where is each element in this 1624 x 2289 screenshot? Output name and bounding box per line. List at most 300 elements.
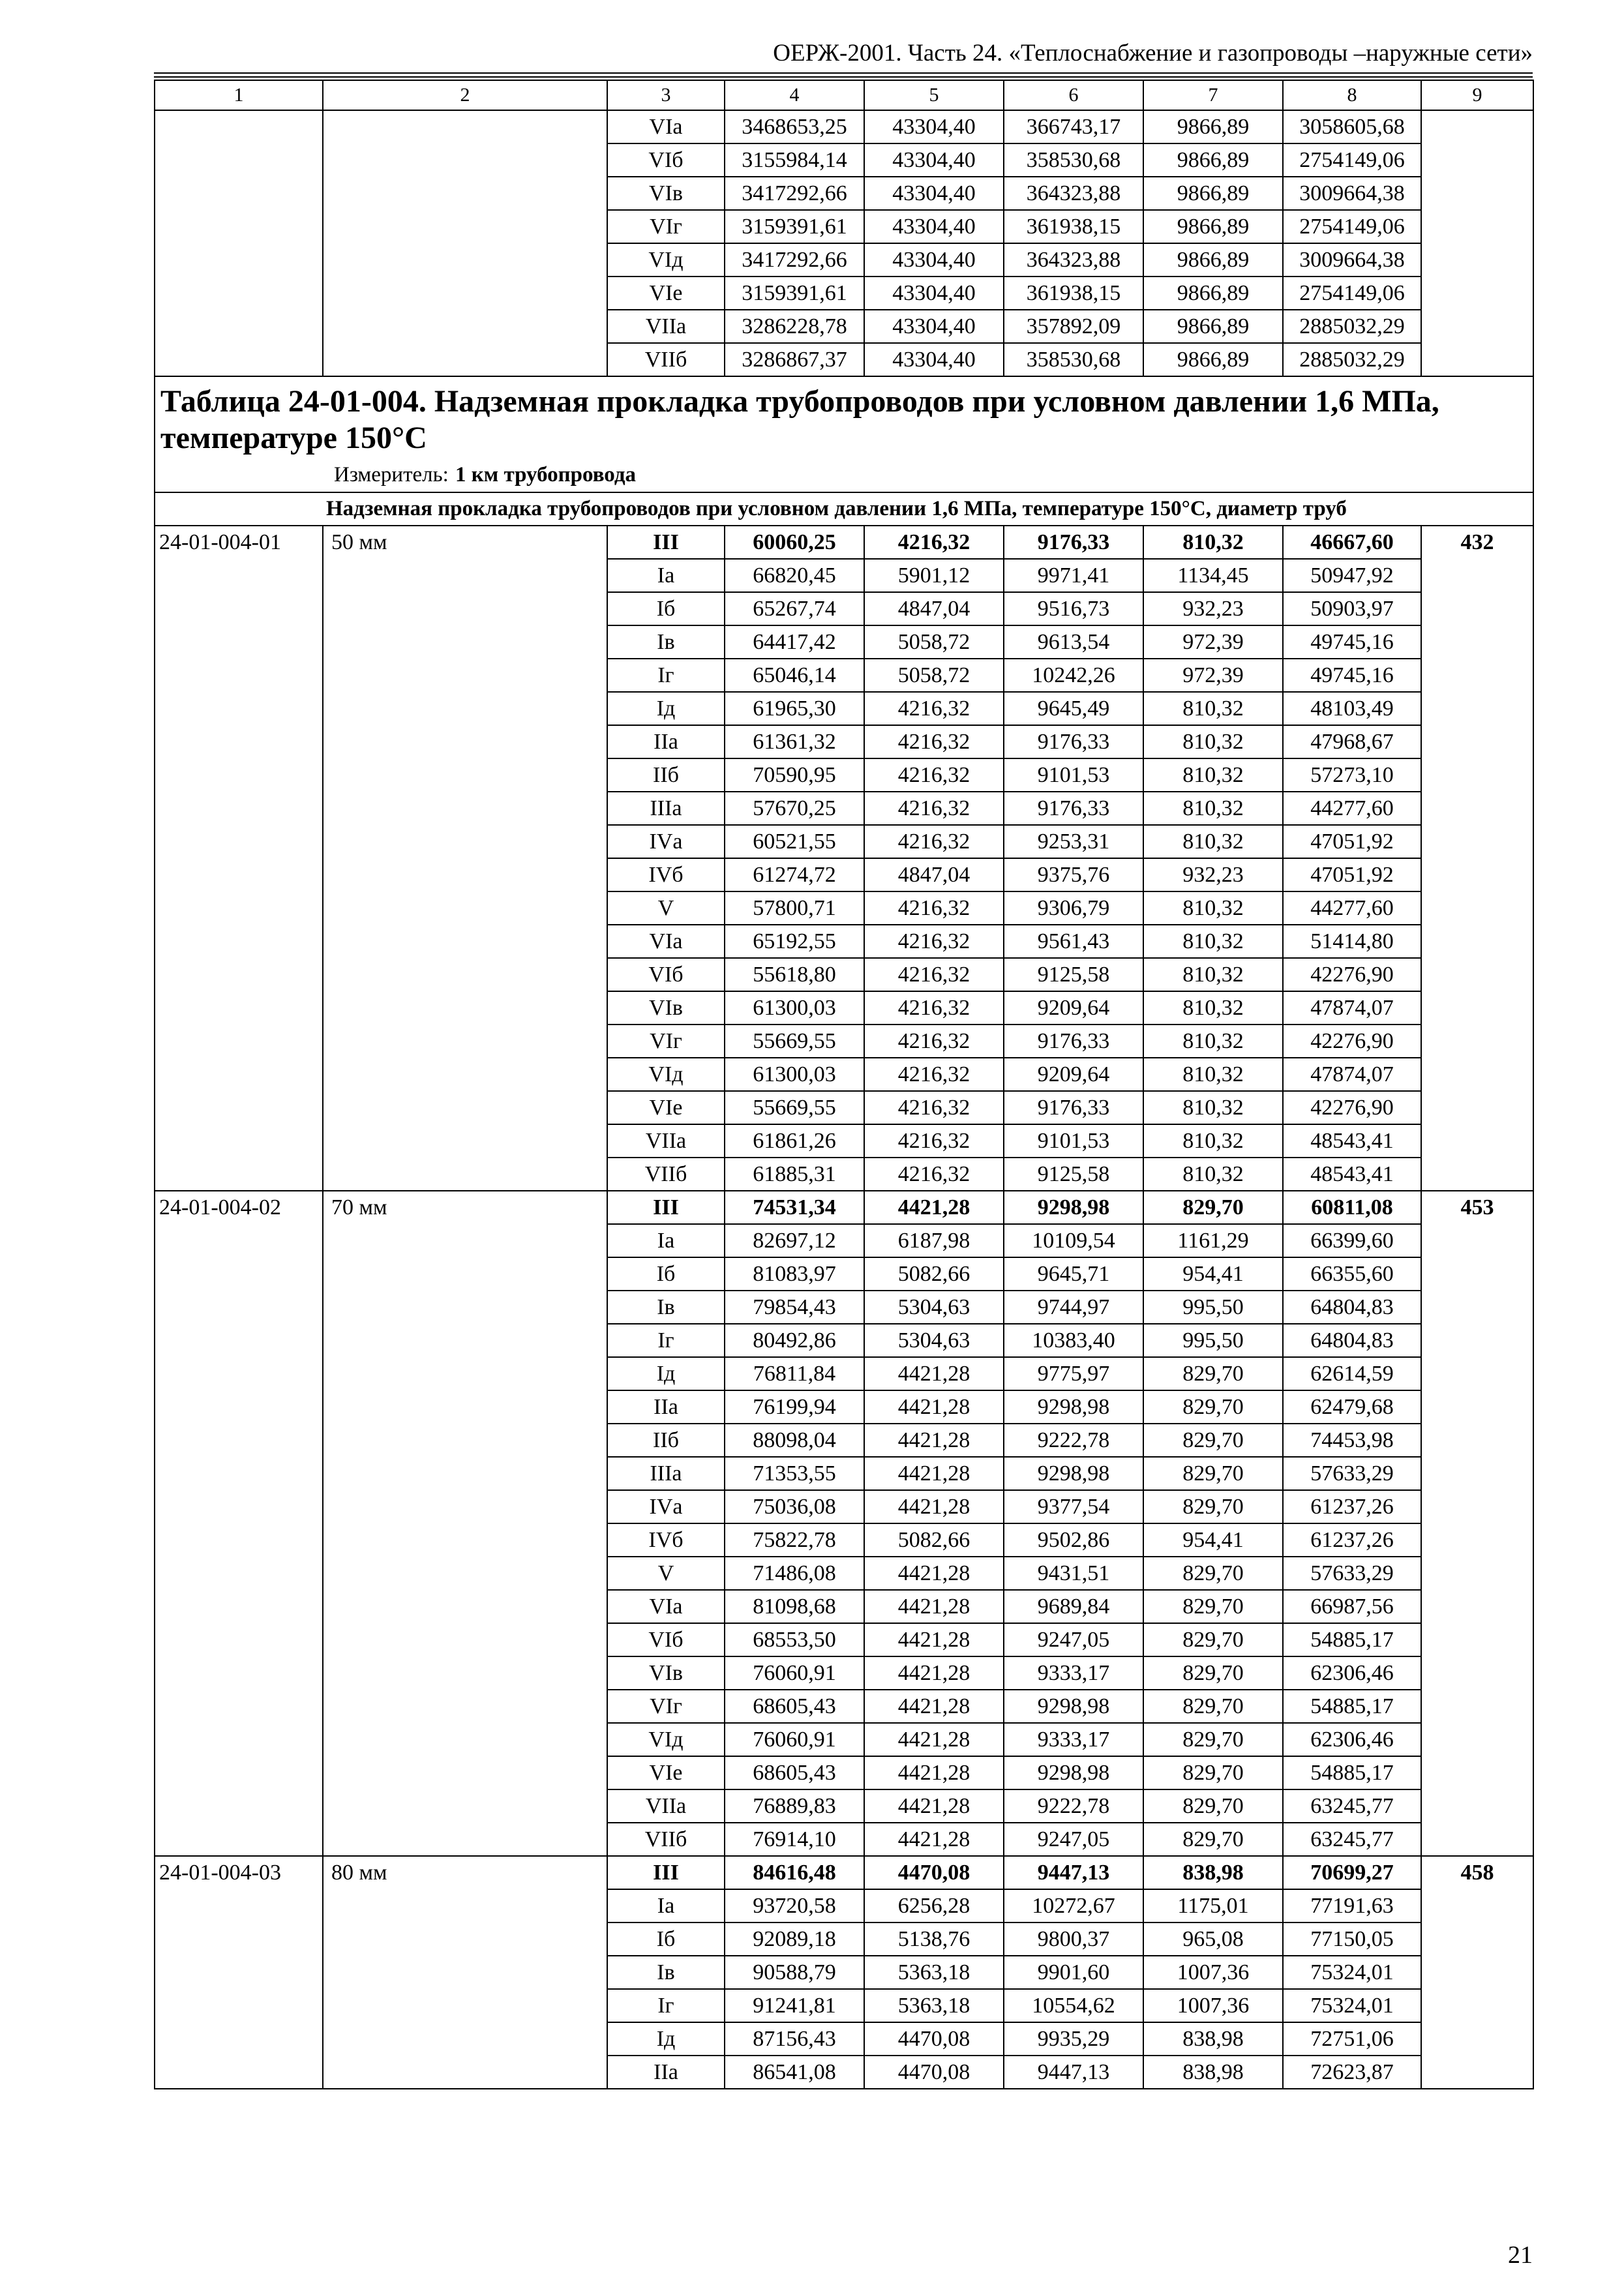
direct-costs: 68605,43 (725, 1690, 864, 1723)
region-code: IVб (607, 858, 725, 891)
direct-costs: 65192,55 (725, 925, 864, 958)
direct-costs: 71486,08 (725, 1557, 864, 1590)
table-subtitle: Надземная прокладка трубопроводов при условном давлении 1,6 МПа, температуре 150°С, диаметр труб (155, 492, 1533, 526)
materials-cost: 72623,87 (1283, 2056, 1421, 2089)
region-code: III (607, 1191, 725, 1224)
direct-costs: 90588,79 (725, 1956, 864, 1989)
machine-cost: 9306,79 (1004, 891, 1143, 925)
labor-cost: 43304,40 (864, 343, 1004, 376)
labor-cost: 4421,28 (864, 1623, 1004, 1656)
region-code: IIа (607, 1390, 725, 1424)
region-code: Iг (607, 1989, 725, 2022)
region-code: VIв (607, 177, 725, 210)
machine-cost: 9689,84 (1004, 1590, 1143, 1623)
column-number: 9 (1421, 80, 1533, 110)
direct-costs: 74531,34 (725, 1191, 864, 1224)
table-row (155, 110, 1533, 143)
labor-cost: 4216,32 (864, 1058, 1004, 1091)
direct-costs: 86541,08 (725, 2056, 864, 2089)
materials-cost: 72751,06 (1283, 2022, 1421, 2056)
machine-cost: 9377,54 (1004, 1490, 1143, 1523)
direct-costs: 79854,43 (725, 1291, 864, 1324)
machine-cost: 9176,33 (1004, 1025, 1143, 1058)
region-code: VIг (607, 1025, 725, 1058)
operators-wage: 1175,01 (1143, 1889, 1283, 1922)
materials-cost: 50947,92 (1283, 559, 1421, 592)
labor-cost: 4470,08 (864, 1856, 1004, 1889)
materials-cost: 51414,80 (1283, 925, 1421, 958)
machine-cost: 9176,33 (1004, 792, 1143, 825)
materials-cost: 57633,29 (1283, 1557, 1421, 1590)
column-number: 8 (1283, 80, 1421, 110)
region-code: VIд (607, 1058, 725, 1091)
column-number: 6 (1004, 80, 1143, 110)
materials-cost: 48543,41 (1283, 1124, 1421, 1158)
labor-cost: 5138,76 (864, 1922, 1004, 1956)
materials-cost: 46667,60 (1283, 526, 1421, 559)
direct-costs: 60521,55 (725, 825, 864, 858)
operators-wage: 810,32 (1143, 925, 1283, 958)
operators-wage: 810,32 (1143, 891, 1283, 925)
direct-costs: 61861,26 (725, 1124, 864, 1158)
direct-costs: 61274,72 (725, 858, 864, 891)
meter-label: Измеритель: (334, 463, 449, 486)
region-code: VIIа (607, 1789, 725, 1823)
labor-cost: 4847,04 (864, 858, 1004, 891)
materials-cost: 2754149,06 (1283, 210, 1421, 243)
materials-cost: 60811,08 (1283, 1191, 1421, 1224)
labor-cost: 5082,66 (864, 1257, 1004, 1291)
materials-cost: 77150,05 (1283, 1922, 1421, 1956)
operators-wage: 810,32 (1143, 1124, 1283, 1158)
labor-cost: 43304,40 (864, 143, 1004, 177)
labor-cost: 4421,28 (864, 1357, 1004, 1390)
labor-cost: 4421,28 (864, 1490, 1004, 1523)
labor-cost: 4421,28 (864, 1723, 1004, 1756)
direct-costs: 76060,91 (725, 1723, 864, 1756)
region-code: VIа (607, 1590, 725, 1623)
direct-costs: 3286228,78 (725, 310, 864, 343)
labor-cost: 4216,32 (864, 925, 1004, 958)
labor-cost: 5901,12 (864, 559, 1004, 592)
region-code: Iв (607, 625, 725, 659)
machine-cost: 9101,53 (1004, 758, 1143, 792)
region-code: Iб (607, 1922, 725, 1956)
operators-wage: 1007,36 (1143, 1956, 1283, 1989)
materials-cost: 61237,26 (1283, 1523, 1421, 1557)
operators-wage: 932,23 (1143, 858, 1283, 891)
direct-costs: 70590,95 (725, 758, 864, 792)
direct-costs: 3155984,14 (725, 143, 864, 177)
region-code: Iб (607, 1257, 725, 1291)
machine-cost: 9209,64 (1004, 991, 1143, 1025)
machine-cost: 358530,68 (1004, 343, 1143, 376)
meter-value: 1 км трубопровода (455, 463, 637, 486)
materials-cost: 47968,67 (1283, 725, 1421, 758)
region-code: Iв (607, 1956, 725, 1989)
operators-wage: 829,70 (1143, 1723, 1283, 1756)
materials-cost: 49745,16 (1283, 659, 1421, 692)
machine-cost: 9247,05 (1004, 1823, 1143, 1856)
machine-cost: 9253,31 (1004, 825, 1143, 858)
materials-cost: 66399,60 (1283, 1224, 1421, 1257)
labor-cost: 4421,28 (864, 1457, 1004, 1490)
region-code: VIб (607, 958, 725, 991)
diameter-cell: 50 мм (323, 526, 607, 1191)
machine-cost: 10242,26 (1004, 659, 1143, 692)
machine-cost: 10383,40 (1004, 1324, 1143, 1357)
region-code: Iг (607, 659, 725, 692)
region-code: VIа (607, 110, 725, 143)
materials-cost: 42276,90 (1283, 1091, 1421, 1124)
machine-cost: 9222,78 (1004, 1789, 1143, 1823)
labor-cost: 43304,40 (864, 310, 1004, 343)
region-code: IVа (607, 825, 725, 858)
materials-cost: 48103,49 (1283, 692, 1421, 725)
region-code: Iд (607, 2022, 725, 2056)
direct-costs: 76199,94 (725, 1390, 864, 1424)
direct-costs: 81098,68 (725, 1590, 864, 1623)
machine-cost: 361938,15 (1004, 277, 1143, 310)
machine-cost: 9298,98 (1004, 1756, 1143, 1789)
labor-cost: 4216,32 (864, 1124, 1004, 1158)
materials-cost: 54885,17 (1283, 1690, 1421, 1723)
direct-costs: 61300,03 (725, 991, 864, 1025)
labor-cost: 5304,63 (864, 1291, 1004, 1324)
labor-cost: 5304,63 (864, 1324, 1004, 1357)
direct-costs: 76889,83 (725, 1789, 864, 1823)
machine-cost: 9176,33 (1004, 1091, 1143, 1124)
materials-cost: 54885,17 (1283, 1756, 1421, 1789)
materials-cost: 62306,46 (1283, 1723, 1421, 1756)
direct-costs: 3159391,61 (725, 210, 864, 243)
table-row (155, 1191, 1533, 1224)
direct-costs: 60060,25 (725, 526, 864, 559)
labor-cost: 4216,32 (864, 1091, 1004, 1124)
table-title-cell (155, 376, 1533, 492)
labor-cost: 4216,32 (864, 891, 1004, 925)
machine-cost: 9125,58 (1004, 1158, 1143, 1191)
materials-cost: 49745,16 (1283, 625, 1421, 659)
materials-cost: 50903,97 (1283, 592, 1421, 625)
direct-costs: 82697,12 (725, 1224, 864, 1257)
machine-cost: 9125,58 (1004, 958, 1143, 991)
labor-cost: 5363,18 (864, 1989, 1004, 2022)
materials-cost: 47874,07 (1283, 991, 1421, 1025)
materials-cost: 2885032,29 (1283, 343, 1421, 376)
materials-cost: 47051,92 (1283, 858, 1421, 891)
direct-costs: 64417,42 (725, 625, 864, 659)
machine-cost: 9431,51 (1004, 1557, 1143, 1590)
machine-cost: 9298,98 (1004, 1690, 1143, 1723)
machine-cost: 9935,29 (1004, 2022, 1143, 2056)
column-number: 3 (607, 80, 725, 110)
machine-cost: 9333,17 (1004, 1723, 1143, 1756)
machine-cost: 9971,41 (1004, 559, 1143, 592)
region-code: VIIб (607, 343, 725, 376)
operators-wage: 829,70 (1143, 1424, 1283, 1457)
machine-cost: 9101,53 (1004, 1124, 1143, 1158)
materials-cost: 54885,17 (1283, 1623, 1421, 1656)
diameter-cell: 80 мм (323, 1856, 607, 2089)
region-code: VIIб (607, 1823, 725, 1856)
materials-cost: 2754149,06 (1283, 143, 1421, 177)
operators-wage: 9866,89 (1143, 143, 1283, 177)
machine-cost: 361938,15 (1004, 210, 1143, 243)
materials-cost: 75324,01 (1283, 1989, 1421, 2022)
materials-cost: 70699,27 (1283, 1856, 1421, 1889)
materials-cost: 77191,63 (1283, 1889, 1421, 1922)
operators-wage: 810,32 (1143, 792, 1283, 825)
diameter-cell: 70 мм (323, 1191, 607, 1856)
operators-wage: 995,50 (1143, 1324, 1283, 1357)
price-cell: 453 (1421, 1191, 1533, 1856)
table-row (155, 1856, 1533, 1889)
direct-costs: 92089,18 (725, 1922, 864, 1956)
region-code: Iа (607, 1889, 725, 1922)
labor-cost: 6187,98 (864, 1224, 1004, 1257)
region-code: VIIа (607, 1124, 725, 1158)
operators-wage: 1161,29 (1143, 1224, 1283, 1257)
column-number-row (155, 80, 1533, 110)
region-code: V (607, 1557, 725, 1590)
direct-costs: 75036,08 (725, 1490, 864, 1523)
machine-cost: 9447,13 (1004, 2056, 1143, 2089)
labor-cost: 4216,32 (864, 991, 1004, 1025)
materials-cost: 74453,98 (1283, 1424, 1421, 1457)
direct-costs: 3286867,37 (725, 343, 864, 376)
direct-costs: 55669,55 (725, 1025, 864, 1058)
operators-wage: 829,70 (1143, 1789, 1283, 1823)
operators-wage: 829,70 (1143, 1756, 1283, 1789)
operators-wage: 810,32 (1143, 1091, 1283, 1124)
region-code: VIд (607, 243, 725, 277)
labor-cost: 4216,32 (864, 526, 1004, 559)
region-code: Iг (607, 1324, 725, 1357)
region-code: IIб (607, 1424, 725, 1457)
region-code: Iд (607, 1357, 725, 1390)
direct-costs: 55669,55 (725, 1091, 864, 1124)
materials-cost: 62479,68 (1283, 1390, 1421, 1424)
machine-cost: 366743,17 (1004, 110, 1143, 143)
direct-costs: 88098,04 (725, 1424, 864, 1457)
labor-cost: 6256,28 (864, 1889, 1004, 1922)
region-code: IIIа (607, 1457, 725, 1490)
labor-cost: 4421,28 (864, 1390, 1004, 1424)
operators-wage: 829,70 (1143, 1823, 1283, 1856)
labor-cost: 4216,32 (864, 725, 1004, 758)
machine-cost: 358530,68 (1004, 143, 1143, 177)
machine-cost: 9209,64 (1004, 1058, 1143, 1091)
operators-wage: 810,32 (1143, 1058, 1283, 1091)
machine-cost: 9502,86 (1004, 1523, 1143, 1557)
region-code: VIг (607, 1690, 725, 1723)
direct-costs: 57670,25 (725, 792, 864, 825)
region-code: VIе (607, 1756, 725, 1789)
machine-cost: 9744,97 (1004, 1291, 1143, 1324)
operators-wage: 829,70 (1143, 1357, 1283, 1390)
machine-cost: 357892,09 (1004, 310, 1143, 343)
direct-costs: 61885,31 (725, 1158, 864, 1191)
direct-costs: 3417292,66 (725, 177, 864, 210)
operators-wage: 829,70 (1143, 1690, 1283, 1723)
machine-cost: 9775,97 (1004, 1357, 1143, 1390)
operators-wage: 9866,89 (1143, 243, 1283, 277)
region-code: Iд (607, 692, 725, 725)
labor-cost: 4216,32 (864, 1158, 1004, 1191)
machine-cost: 10554,62 (1004, 1989, 1143, 2022)
operators-wage: 954,41 (1143, 1523, 1283, 1557)
region-code: VIе (607, 277, 725, 310)
labor-cost: 43304,40 (864, 110, 1004, 143)
operators-wage: 810,32 (1143, 1158, 1283, 1191)
materials-cost: 66355,60 (1283, 1257, 1421, 1291)
direct-costs: 93720,58 (725, 1889, 864, 1922)
direct-costs: 76914,10 (725, 1823, 864, 1856)
labor-cost: 4421,28 (864, 1424, 1004, 1457)
labor-cost: 4216,32 (864, 692, 1004, 725)
direct-costs: 55618,80 (725, 958, 864, 991)
materials-cost: 57273,10 (1283, 758, 1421, 792)
machine-cost: 9447,13 (1004, 1856, 1143, 1889)
table-row (155, 526, 1533, 559)
materials-cost: 42276,90 (1283, 958, 1421, 991)
region-code: VIа (607, 925, 725, 958)
labor-cost: 4216,32 (864, 758, 1004, 792)
materials-cost: 57633,29 (1283, 1457, 1421, 1490)
labor-cost: 43304,40 (864, 277, 1004, 310)
machine-cost: 9298,98 (1004, 1390, 1143, 1424)
labor-cost: 43304,40 (864, 177, 1004, 210)
direct-costs: 65267,74 (725, 592, 864, 625)
materials-cost: 42276,90 (1283, 1025, 1421, 1058)
meter-line (160, 462, 1527, 488)
price-cell: 458 (1421, 1856, 1533, 2089)
region-code: IVа (607, 1490, 725, 1523)
operators-wage: 838,98 (1143, 2022, 1283, 2056)
materials-cost: 3009664,38 (1283, 177, 1421, 210)
labor-cost: 43304,40 (864, 210, 1004, 243)
region-code: Iа (607, 559, 725, 592)
direct-costs: 76811,84 (725, 1357, 864, 1390)
price-cell: 432 (1421, 526, 1533, 1191)
machine-cost: 9901,60 (1004, 1956, 1143, 1989)
machine-cost: 9800,37 (1004, 1922, 1143, 1956)
materials-cost: 62614,59 (1283, 1357, 1421, 1390)
machine-cost: 364323,88 (1004, 177, 1143, 210)
labor-cost: 5363,18 (864, 1956, 1004, 1989)
labor-cost: 5058,72 (864, 625, 1004, 659)
direct-costs: 68553,50 (725, 1623, 864, 1656)
materials-cost: 63245,77 (1283, 1789, 1421, 1823)
code-cell: 24-01-004-01 (155, 526, 323, 1191)
direct-costs: 61361,32 (725, 725, 864, 758)
labor-cost: 4216,32 (864, 792, 1004, 825)
operators-wage: 829,70 (1143, 1656, 1283, 1690)
operators-wage: 810,32 (1143, 1025, 1283, 1058)
operators-wage: 9866,89 (1143, 343, 1283, 376)
operators-wage: 932,23 (1143, 592, 1283, 625)
direct-costs: 3159391,61 (725, 277, 864, 310)
operators-wage: 965,08 (1143, 1922, 1283, 1956)
price-cell (1421, 110, 1533, 376)
region-code: VIв (607, 1656, 725, 1690)
labor-cost: 5082,66 (864, 1523, 1004, 1557)
code-cell (155, 110, 323, 376)
materials-cost: 61237,26 (1283, 1490, 1421, 1523)
operators-wage: 829,70 (1143, 1390, 1283, 1424)
code-cell: 24-01-004-02 (155, 1191, 323, 1856)
machine-cost: 364323,88 (1004, 243, 1143, 277)
materials-cost: 3009664,38 (1283, 243, 1421, 277)
region-code: VIIб (607, 1158, 725, 1191)
operators-wage: 9866,89 (1143, 110, 1283, 143)
materials-cost: 75324,01 (1283, 1956, 1421, 1989)
labor-cost: 5058,72 (864, 659, 1004, 692)
column-number: 2 (323, 80, 607, 110)
operators-wage: 9866,89 (1143, 210, 1283, 243)
machine-cost: 9176,33 (1004, 526, 1143, 559)
region-code: Iв (607, 1291, 725, 1324)
materials-cost: 3058605,68 (1283, 110, 1421, 143)
direct-costs: 66820,45 (725, 559, 864, 592)
operators-wage: 810,32 (1143, 958, 1283, 991)
operators-wage: 810,32 (1143, 692, 1283, 725)
operators-wage: 829,70 (1143, 1623, 1283, 1656)
labor-cost: 4421,28 (864, 1656, 1004, 1690)
direct-costs: 80492,86 (725, 1324, 864, 1357)
labor-cost: 4421,28 (864, 1557, 1004, 1590)
direct-costs: 57800,71 (725, 891, 864, 925)
operators-wage: 829,70 (1143, 1457, 1283, 1490)
machine-cost: 9645,49 (1004, 692, 1143, 725)
materials-cost: 44277,60 (1283, 792, 1421, 825)
direct-costs: 68605,43 (725, 1756, 864, 1789)
materials-cost: 2885032,29 (1283, 310, 1421, 343)
machine-cost: 9613,54 (1004, 625, 1143, 659)
labor-cost: 4470,08 (864, 2022, 1004, 2056)
operators-wage: 972,39 (1143, 659, 1283, 692)
header-rule (154, 72, 1533, 74)
labor-cost: 4421,28 (864, 1590, 1004, 1623)
region-code: VIе (607, 1091, 725, 1124)
machine-cost: 9176,33 (1004, 725, 1143, 758)
direct-costs: 75822,78 (725, 1523, 864, 1557)
machine-cost: 9561,43 (1004, 925, 1143, 958)
machine-cost: 10109,54 (1004, 1224, 1143, 1257)
machine-cost: 9375,76 (1004, 858, 1143, 891)
direct-costs: 87156,43 (725, 2022, 864, 2056)
materials-cost: 64804,83 (1283, 1324, 1421, 1357)
materials-cost: 66987,56 (1283, 1590, 1421, 1623)
operators-wage: 810,32 (1143, 758, 1283, 792)
column-number: 1 (155, 80, 323, 110)
direct-costs: 71353,55 (725, 1457, 864, 1490)
direct-costs: 61965,30 (725, 692, 864, 725)
operators-wage: 829,70 (1143, 1557, 1283, 1590)
region-code: Iб (607, 592, 725, 625)
labor-cost: 4216,32 (864, 958, 1004, 991)
operators-wage: 954,41 (1143, 1257, 1283, 1291)
direct-costs: 3417292,66 (725, 243, 864, 277)
region-code: IIIа (607, 792, 725, 825)
machine-cost: 9222,78 (1004, 1424, 1143, 1457)
machine-cost: 9298,98 (1004, 1457, 1143, 1490)
materials-cost: 47051,92 (1283, 825, 1421, 858)
code-cell: 24-01-004-03 (155, 1856, 323, 2089)
materials-cost: 2754149,06 (1283, 277, 1421, 310)
labor-cost: 4421,28 (864, 1756, 1004, 1789)
